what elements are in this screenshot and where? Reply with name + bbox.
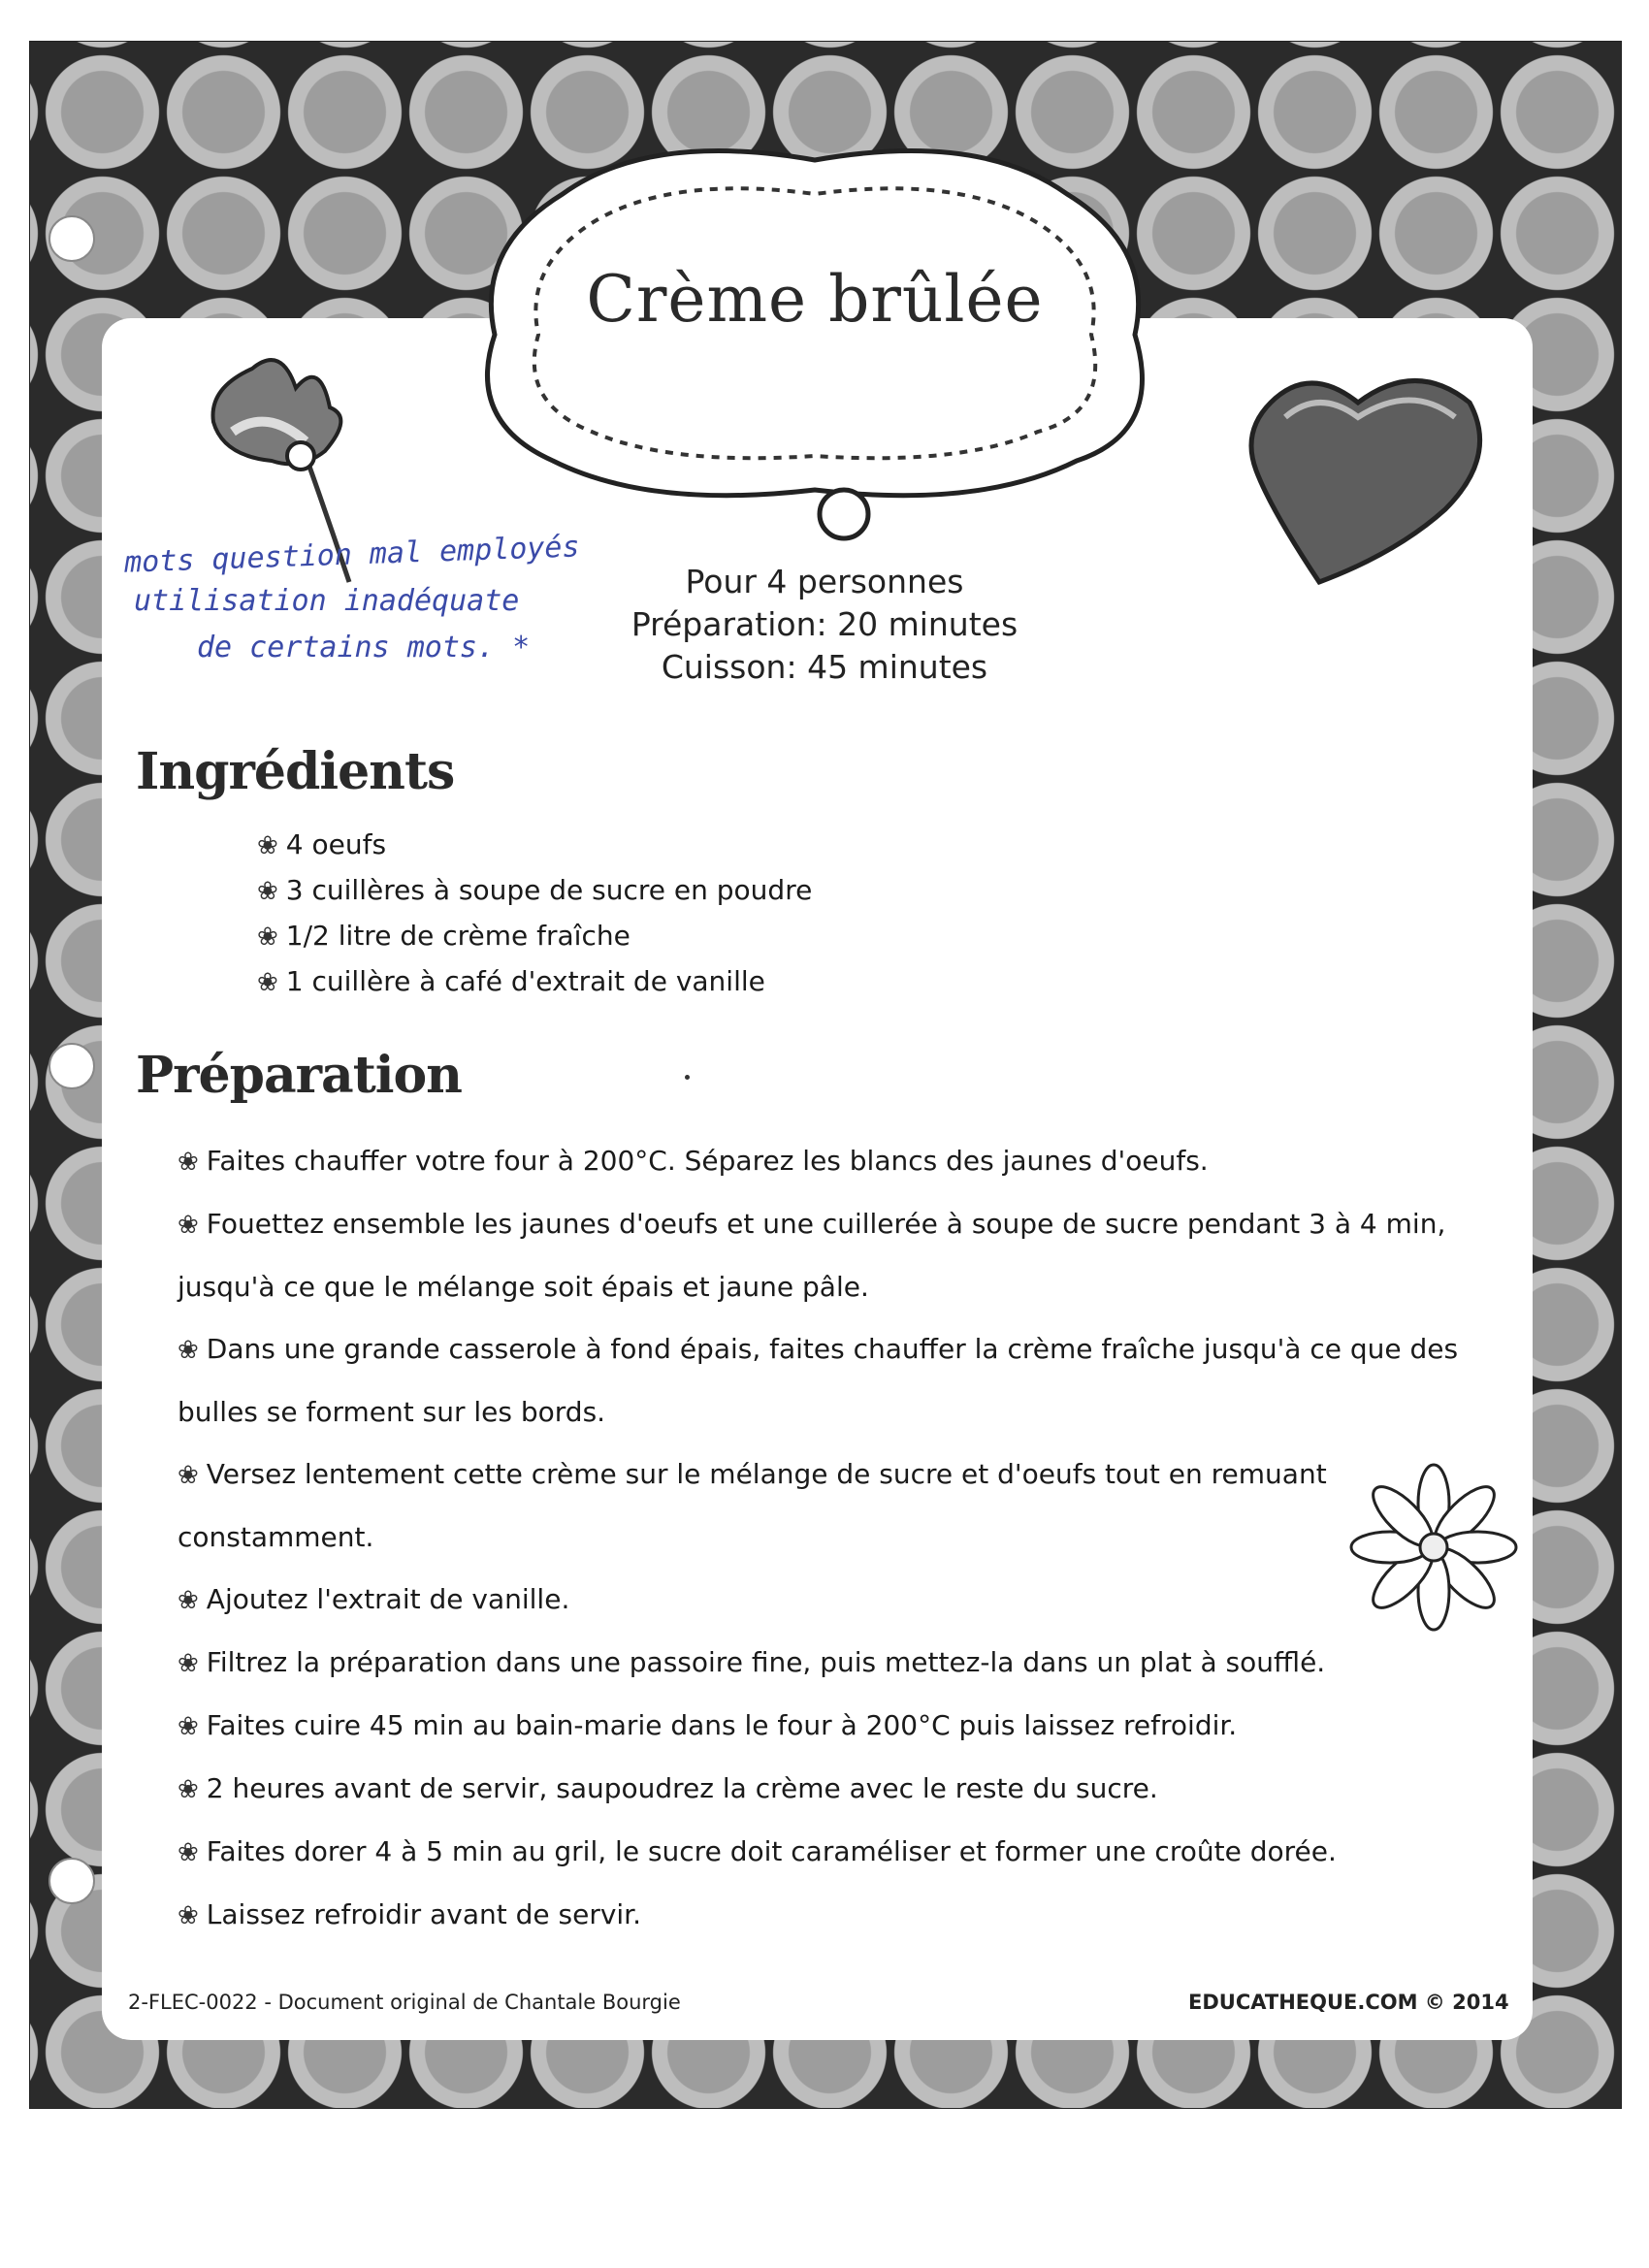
note-line: de certains mots. * (197, 631, 531, 664)
list-item: ❀ Faites dorer 4 à 5 min au gril, le sucre doit caraméliser et former une croûte dorée. (178, 1835, 1337, 1867)
flower-bullet-icon: ❀ (257, 923, 278, 952)
prep-time: Préparation: 20 minutes (630, 605, 1018, 643)
ingredients-heading: Ingrédients (136, 742, 455, 801)
footer-copyright: EDUCATHEQUE.COM © 2014 (1188, 1991, 1509, 2014)
flower-bullet-icon: ❀ (178, 1586, 199, 1615)
flower-bullet-icon: ❀ (257, 831, 278, 860)
flower-bullet-icon: ❀ (178, 1901, 199, 1930)
binder-hole (48, 215, 95, 262)
list-item: ❀ Dans une grande casserole à fond épais, faites chauffer la crème fraîche jusqu'à ce que des bulles se forment sur les bords. (178, 1333, 1459, 1428)
page-title: Crème brûlée (586, 262, 1044, 337)
flower-bullet-icon: ❀ (178, 1649, 199, 1678)
handwritten-note (124, 532, 609, 671)
list-item: ❀ Filtrez la préparation dans une passoire fine, puis mettez-la dans un plat à soufflé. (178, 1646, 1326, 1678)
binder-hole (48, 1043, 95, 1089)
note-line: utilisation inadéquate (134, 584, 520, 618)
flower-bullet-icon: ❀ (178, 1336, 199, 1365)
heart-icon (1232, 364, 1499, 592)
flower-bullet-icon: ❀ (178, 1775, 199, 1804)
list-item: ❀ Ajoutez l'extrait de vanille. (178, 1583, 570, 1615)
list-item: ❀ 2 heures avant de servir, saupoudrez la crème avec le reste du sucre. (178, 1772, 1158, 1804)
stray-dot (685, 1075, 690, 1080)
title-plaque (456, 141, 1174, 582)
list-item: ❀ 3 cuillères à soupe de sucre en poudre (257, 874, 813, 906)
binder-hole (48, 1858, 95, 1904)
flower-bullet-icon: ❀ (178, 1838, 199, 1867)
cook-time: Cuisson: 45 minutes (661, 648, 988, 686)
list-item: ❀ 1/2 litre de crème fraîche (257, 920, 630, 952)
list-item: ❀ Faites chauffer votre four à 200°C. Séparez les blancs des jaunes d'oeufs. (178, 1145, 1209, 1177)
flower-bullet-icon: ❀ (257, 968, 278, 997)
flower-bullet-icon: ❀ (178, 1461, 199, 1490)
list-item: ❀ Versez lentement cette crème sur le mélange de sucre et d'oeufs tout en remuant constamment. (178, 1458, 1327, 1553)
preparation-steps (178, 1130, 1497, 1947)
flower-bullet-icon: ❀ (178, 1148, 199, 1177)
servings: Pour 4 personnes (685, 563, 964, 600)
preparation-heading: Préparation (136, 1046, 462, 1105)
flower-bullet-icon: ❀ (257, 877, 278, 906)
list-item: ❀ 1 cuillère à café d'extrait de vanille (257, 965, 765, 997)
list-item: ❀ 4 oeufs (257, 828, 387, 860)
footer-credit: 2-FLEC-0022 - Document original de Chantale Bourgie (128, 1991, 681, 2014)
list-item: ❀ Laissez refroidir avant de servir. (178, 1898, 642, 1930)
recipe-meta (597, 561, 1052, 689)
note-line: mots question mal employés (123, 530, 581, 580)
flower-bullet-icon: ❀ (178, 1712, 199, 1741)
ingredients-list (257, 823, 812, 1005)
list-item: ❀ Faites cuire 45 min au bain-marie dans le four à 200°C puis laissez refroidir. (178, 1709, 1238, 1741)
flower-bullet-icon: ❀ (178, 1211, 199, 1240)
list-item: ❀ Fouettez ensemble les jaunes d'oeufs et une cuillerée à soupe de sucre pendant 3 à 4 min, jusqu'à ce que le mélange soit épais et jaune pâle. (178, 1208, 1446, 1303)
